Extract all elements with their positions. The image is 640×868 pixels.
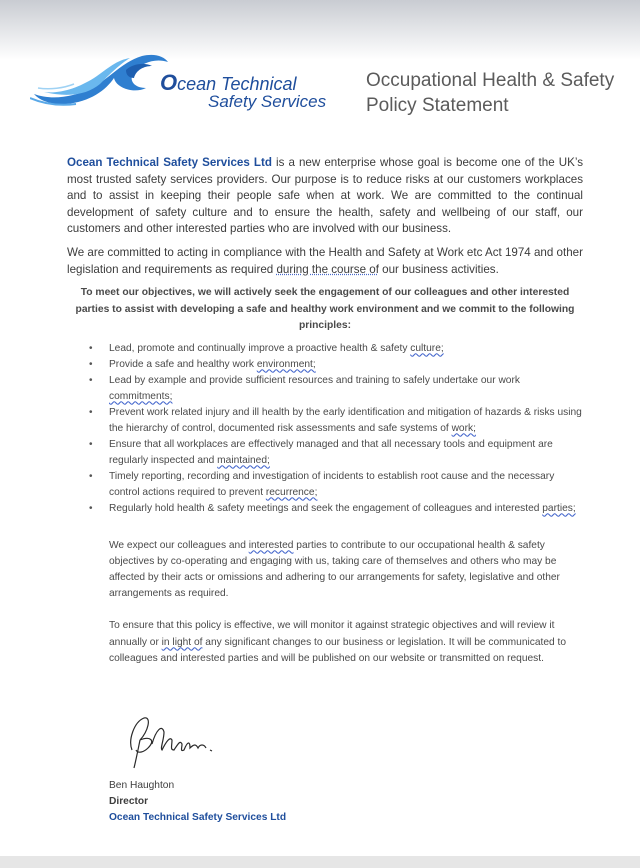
compliance-paragraph: We are committed to acting in compliance with the Health and Safety at Work etc Act 1974 and other legislation and requirements as required during the course of our business activities.: [67, 245, 583, 276]
intro-paragraph: Ocean Technical Safety Services Ltd is a new enterprise whose goal is become one of the UK’s most trusted safety services providers. Our purpose is to reduce risks at our customers workplaces and to assist in keeping their people safe when at work. We are committed to the continual development of safety culture and to ensure the health, safety and wellbeing of our staff, our customers and other interested parties who are involved with our business.: [67, 156, 583, 236]
flagged-phrase: commitments;: [109, 390, 173, 402]
flagged-phrase: during the course of: [276, 262, 379, 276]
ocean-wave-icon: [30, 48, 170, 108]
flagged-phrase: maintained;: [217, 454, 270, 466]
logo-text-line1: Ocean Technical: [160, 70, 297, 95]
company-logo: [30, 48, 330, 118]
expectations-paragraph: We expect our colleagues and interested parties to contribute to our occupational health & safety objectives by co-operating and engaging with us, taking care of themselves and others who may be affected by their acts or omissions and adhering to our arrangements for safety, legislative and other arrangements as required.: [109, 539, 560, 600]
review-paragraph: To ensure that this policy is effective, we will monitor it against strategic objectives and will review it annually or in light of any significant changes to our business or legislation. It will be communicated to colleagues and interested parties and will be published on our website or transmitted on request.: [109, 620, 566, 664]
flagged-phrase: in light of: [161, 636, 203, 648]
flagged-phrase: culture;: [410, 342, 444, 354]
flagged-phrase: recurrence;: [265, 486, 318, 498]
signatory-block: [109, 778, 286, 825]
signatory-company: Ocean Technical Safety Services Ltd: [109, 811, 287, 823]
bottom-bar: [0, 856, 640, 868]
principle-item: • Provide a safe and healthy work environment;: [109, 357, 583, 373]
principle-item: • Regularly hold health & safety meetings and seek the engagement of colleagues and interested parties;: [109, 501, 583, 517]
flagged-phrase: environment;: [256, 358, 316, 370]
signature-image: [118, 710, 238, 770]
signatory-name: Ben Haughton: [109, 780, 175, 791]
principle-item: • Timely reporting, recording and investigation of incidents to establish root cause and the necessary control actions required to prevent recurrence;: [109, 469, 583, 501]
flagged-phrase: work;: [451, 422, 476, 434]
signatory-role: Director: [109, 795, 149, 807]
commitment-statement: To meet our objectives, we will actively seek the engagement of our colleagues and other interested parties to assist with developing a safe and healthy work environment and we commit to the following principles:: [75, 287, 575, 332]
closing-section: [67, 538, 583, 667]
flagged-phrase: interested: [248, 539, 294, 551]
document-title: Occupational Health & Safety Policy Statement: [366, 70, 615, 116]
policy-body: [67, 155, 583, 683]
principles-list: [67, 341, 583, 517]
principle-item: • Prevent work related injury and ill health by the early identification and mitigation of hazards & risks using the hierarchy of control, documented risk assessments and safe systems of work;: [109, 405, 583, 437]
principle-item: • Lead, promote and continually improve a proactive health & safety culture;: [109, 341, 583, 357]
principle-item: • Lead by example and provide sufficient resources and training to safely undertake our work commitments;: [109, 373, 583, 405]
logo-text-line2: Safety Services: [208, 92, 327, 111]
flagged-phrase: parties;: [542, 502, 576, 514]
company-name: Ocean Technical Safety Services Ltd: [67, 156, 272, 169]
principle-item: • Ensure that all workplaces are effectively managed and that all necessary tools and equipment are regularly inspected and maintained;: [109, 437, 583, 469]
